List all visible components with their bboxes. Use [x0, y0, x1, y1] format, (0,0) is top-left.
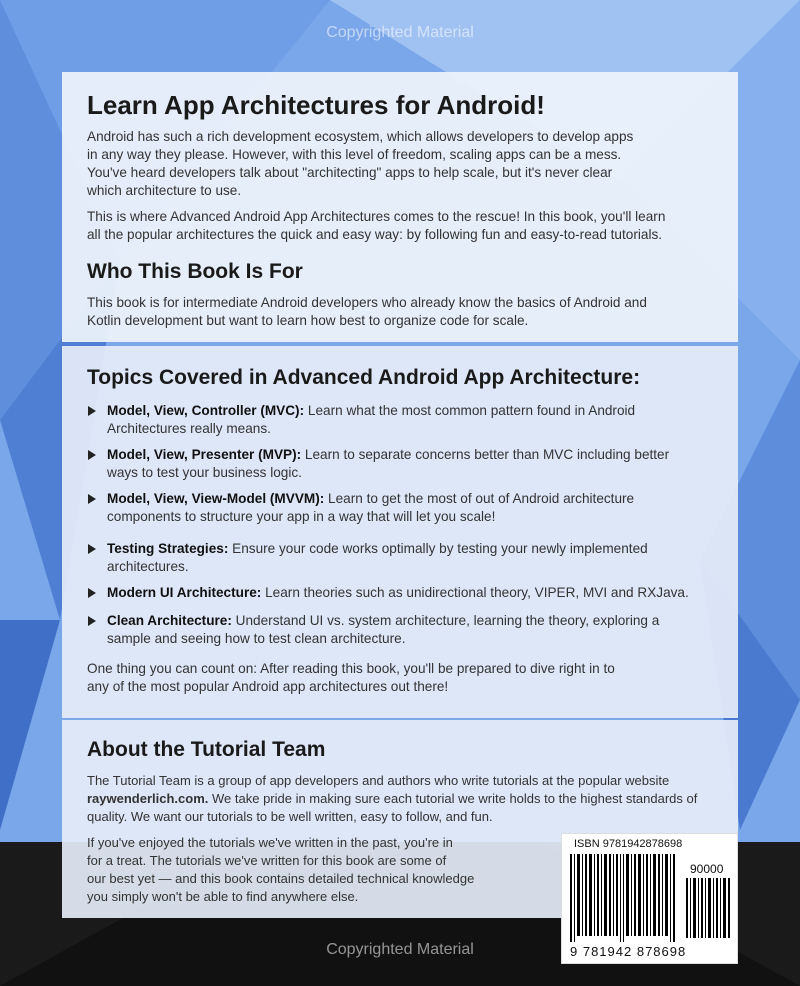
- topic-desc: Learn theories such as unidirectional theory, VIPER, MVI and RXJava.: [261, 585, 689, 600]
- topic-desc-cont: Architectures really means.: [107, 421, 271, 436]
- rescue-line-2: all the popular architectures the quick and easy way: by following fun and easy-to-read tutorials.: [87, 227, 663, 242]
- audience-heading: Who This Book Is For: [87, 260, 303, 283]
- watermark-top: Copyrighted Material: [326, 24, 474, 41]
- topic-item: [87, 612, 713, 648]
- topics-heading: Topics Covered in Advanced Android App Architecture:: [87, 366, 641, 389]
- topic-item: [87, 490, 713, 526]
- arrow-bullet-icon: [88, 494, 96, 504]
- treat-line-3: our best yet — and this book contains detailed technical knowledge: [87, 871, 475, 886]
- watermark-bottom: Copyrighted Material: [326, 941, 474, 958]
- rescue-line-1: This is where Advanced Android App Architectures comes to the rescue! In this book, you'll learn: [87, 209, 666, 224]
- topic-desc-cont: components to structure your app in a way that will let you scale!: [107, 509, 496, 524]
- arrow-bullet-icon: [88, 616, 96, 626]
- arrow-bullet-icon: [88, 588, 96, 598]
- closing-line-1: One thing you can count on: After reading this book, you'll be prepared to dive right in to: [87, 661, 615, 676]
- treat-line-1: If you've enjoyed the tutorials we've written in the past, you're in: [87, 835, 453, 850]
- intro-line-4: which architecture to use.: [87, 183, 242, 198]
- topic-term: Model, View, Controller (MVC):: [107, 403, 305, 418]
- barcode-box: [561, 833, 738, 964]
- topic-desc-cont: ways to test your business logic.: [107, 465, 302, 480]
- topics-panel: [62, 346, 738, 718]
- intro-line-2: in any way they please. However, with this level of freedom, scaling apps can be a mess.: [87, 147, 622, 162]
- site-name: raywenderlich.com.: [87, 791, 209, 806]
- team-line-1: The Tutorial Team is a group of app developers and authors who write tutorials at the popular website: [87, 773, 670, 788]
- arrow-bullet-icon: [88, 406, 96, 416]
- price-barcode-icon: [686, 878, 730, 938]
- topic-item: [87, 402, 713, 438]
- barcode-icon: [570, 854, 678, 942]
- topic-term: Model, View, View-Model (MVVM):: [107, 491, 325, 506]
- closing-line-2: any of the most popular Android app architectures out there!: [87, 679, 449, 694]
- team-line-3: quality. We want our tutorials to be well written, easy to follow, and fun.: [87, 809, 493, 824]
- topic-desc-cont: sample and seeing how to test clean architecture.: [107, 631, 406, 646]
- treat-line-4: you simply won't be able to find anywhere else.: [87, 889, 359, 904]
- topic-term: Clean Architecture:: [107, 613, 232, 628]
- topic-desc: Learn what the most common pattern found in Android: [304, 403, 636, 418]
- treat-line-2: for a treat. The tutorials we've written for this book are some of: [87, 853, 447, 868]
- team-heading: About the Tutorial Team: [87, 738, 326, 761]
- arrow-bullet-icon: [88, 450, 96, 460]
- intro-line-1: Android has such a rich development ecosystem, which allows developers to develop apps: [87, 129, 634, 144]
- team-line-2-rest: We take pride in making sure each tutorial we write holds to the highest standards of: [208, 791, 698, 806]
- isbn-digits: 9 781942 878698: [570, 944, 687, 959]
- topic-item: [87, 540, 713, 576]
- topic-item: [87, 446, 713, 482]
- topic-desc: Understand UI vs. system architecture, learning the theory, exploring a: [231, 613, 660, 628]
- main-heading: Learn App Architectures for Android!: [87, 90, 545, 120]
- topic-desc: Learn to separate concerns better than MVC including better: [301, 447, 670, 462]
- team-line-2: [87, 790, 713, 808]
- isbn-label: ISBN 9781942878698: [574, 838, 683, 850]
- topic-term: Model, View, Presenter (MVP):: [107, 447, 302, 462]
- price-code: 90000: [690, 862, 724, 876]
- intro-panel: [62, 72, 738, 342]
- topic-desc: Learn to get the most of out of Android architecture: [324, 491, 635, 506]
- topic-term: Testing Strategies:: [107, 541, 229, 556]
- audience-line-2: Kotlin development but want to learn how best to organize code for scale.: [87, 313, 529, 328]
- topic-desc: Ensure your code works optimally by testing your newly implemented: [228, 541, 648, 556]
- intro-line-3: You've heard developers talk about "architecting" apps to help scale, but it's never clear: [87, 165, 613, 180]
- arrow-bullet-icon: [88, 544, 96, 554]
- topic-term: Modern UI Architecture:: [107, 585, 262, 600]
- topic-item: [87, 584, 713, 602]
- audience-line-1: This book is for intermediate Android developers who already know the basics of Android and: [87, 295, 647, 310]
- topic-desc-cont: architectures.: [107, 559, 189, 574]
